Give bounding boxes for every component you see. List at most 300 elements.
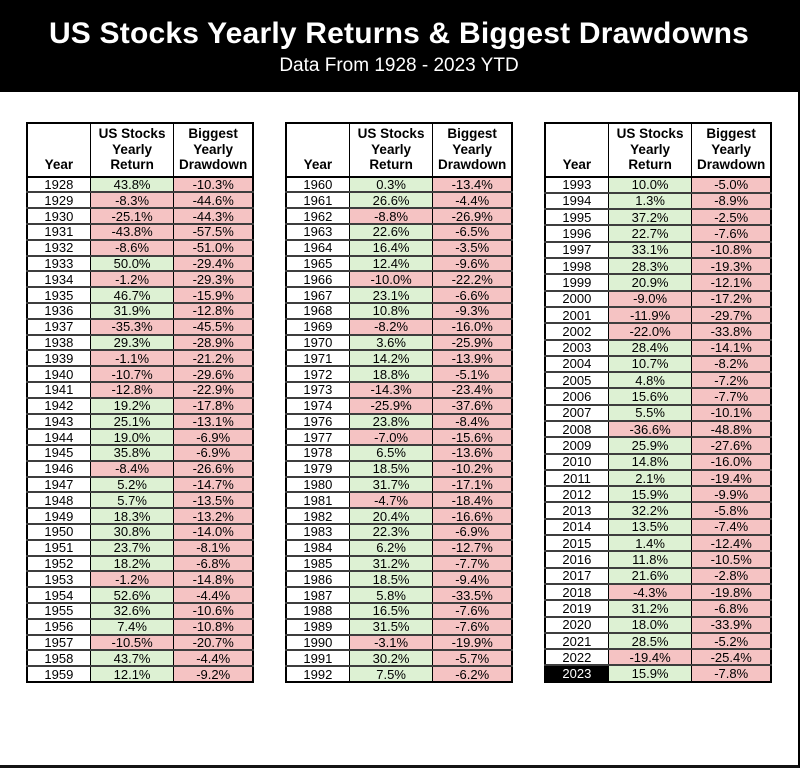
return-cell: -10.0% [349,271,433,287]
table-row [545,242,771,258]
year-cell: 1957 [27,635,90,651]
year-cell: 1928 [27,177,90,193]
year-cell: 1981 [286,492,349,508]
year-cell: 2007 [545,405,608,421]
drawdown-cell: -7.2% [692,372,771,388]
table-row [545,291,771,307]
year-cell: 1939 [27,350,90,366]
return-column-header: US Stocks Yearly Return [349,123,433,177]
year-cell: 1949 [27,508,90,524]
table-row [27,492,253,508]
year-cell: 1961 [286,192,349,208]
drawdown-cell: -48.8% [692,421,771,437]
return-cell: 1.4% [608,535,692,551]
table-row [286,271,512,287]
year-cell: 1996 [545,225,608,241]
table-row [286,335,512,351]
table-header [545,123,771,177]
return-cell: 23.7% [90,540,174,556]
year-cell: 2008 [545,421,608,437]
return-cell: 5.2% [90,477,174,493]
year-cell: 1984 [286,540,349,556]
drawdown-cell: -17.2% [692,291,771,307]
year-cell: 1979 [286,461,349,477]
return-cell: 23.1% [349,287,433,303]
return-cell: 31.5% [349,619,433,635]
year-cell: 1938 [27,335,90,351]
drawdown-cell: -6.6% [433,287,512,303]
table-row [286,635,512,651]
return-cell: 30.2% [349,650,433,666]
year-cell: 1931 [27,224,90,240]
table-row [286,540,512,556]
year-cell: 1955 [27,603,90,619]
table-row [545,665,771,682]
return-cell: 31.9% [90,303,174,319]
return-cell: -14.3% [349,382,433,398]
year-cell: 1956 [27,619,90,635]
return-cell: 28.4% [608,340,692,356]
return-cell: 28.3% [608,258,692,274]
return-column-header: US Stocks Yearly Return [90,123,174,177]
table-row [27,271,253,287]
year-cell: 1962 [286,208,349,224]
year-cell: 2016 [545,551,608,567]
drawdown-cell: -10.2% [433,461,512,477]
year-cell: 1986 [286,571,349,587]
return-cell: 46.7% [90,287,174,303]
table-row [286,287,512,303]
return-cell: 13.5% [608,519,692,535]
return-cell: -8.6% [90,240,174,256]
table-row [27,571,253,587]
year-cell: 2003 [545,340,608,356]
table-body-3 [545,177,771,683]
drawdown-cell: -13.1% [174,414,253,430]
year-cell: 1967 [286,287,349,303]
table-row [545,405,771,421]
return-cell: 4.8% [608,372,692,388]
drawdown-cell: -29.6% [174,366,253,382]
year-cell: 2019 [545,600,608,616]
drawdown-cell: -13.4% [433,177,512,193]
return-cell: 25.1% [90,414,174,430]
table-row [286,556,512,572]
return-cell: -11.9% [608,307,692,323]
table-row [545,535,771,551]
year-cell: 1951 [27,540,90,556]
table-row [27,224,253,240]
drawdown-cell: -33.8% [692,323,771,339]
year-cell: 1929 [27,192,90,208]
drawdown-cell: -44.6% [174,192,253,208]
year-cell: 1947 [27,477,90,493]
drawdown-cell: -29.3% [174,271,253,287]
table-row [545,617,771,633]
table-row [27,635,253,651]
table-row [27,240,253,256]
return-cell: 37.2% [608,209,692,225]
drawdown-cell: -22.9% [174,382,253,398]
table-row [27,319,253,335]
table-row [286,524,512,540]
drawdown-cell: -25.4% [692,649,771,665]
year-cell: 2015 [545,535,608,551]
drawdown-cell: -13.9% [433,350,512,366]
drawdown-cell: -51.0% [174,240,253,256]
return-cell: 14.2% [349,350,433,366]
year-column-header: Year [286,123,349,177]
table-row [286,177,512,193]
year-cell: 1988 [286,603,349,619]
return-cell: -8.2% [349,319,433,335]
drawdown-cell: -27.6% [692,437,771,453]
table-row [27,208,253,224]
year-cell: 2021 [545,633,608,649]
return-cell: 32.2% [608,502,692,518]
year-cell: 1959 [27,666,90,682]
drawdown-cell: -5.0% [692,177,771,193]
drawdown-cell: -17.1% [433,477,512,493]
header-row [545,123,771,177]
return-cell: 0.3% [349,177,433,193]
drawdown-column-header: Biggest Yearly Drawdown [692,123,771,177]
table-row [545,600,771,616]
return-cell: 18.8% [349,366,433,382]
drawdown-column-header: Biggest Yearly Drawdown [174,123,253,177]
year-cell: 1991 [286,650,349,666]
drawdown-cell: -29.7% [692,307,771,323]
year-cell: 1997 [545,242,608,258]
table-row [545,519,771,535]
return-cell: 12.4% [349,256,433,272]
table-row [27,603,253,619]
table-row [27,524,253,540]
year-cell: 2013 [545,502,608,518]
table-row [286,587,512,603]
year-cell: 1969 [286,319,349,335]
drawdown-cell: -9.9% [692,486,771,502]
drawdown-cell: -23.4% [433,382,512,398]
table-header [27,123,253,177]
drawdown-cell: -12.7% [433,540,512,556]
table-row [286,208,512,224]
drawdown-cell: -7.4% [692,519,771,535]
year-cell: 2014 [545,519,608,535]
drawdown-cell: -7.6% [433,619,512,635]
table-row [27,350,253,366]
drawdown-cell: -37.6% [433,398,512,414]
return-cell: -36.6% [608,421,692,437]
year-cell: 1941 [27,382,90,398]
table-row [27,461,253,477]
drawdown-cell: -44.3% [174,208,253,224]
year-cell: 1945 [27,445,90,461]
return-cell: 7.5% [349,666,433,682]
drawdown-cell: -45.5% [174,319,253,335]
return-cell: 1.3% [608,193,692,209]
table-row [27,666,253,682]
return-cell: 12.1% [90,666,174,682]
table-row [27,619,253,635]
drawdown-cell: -14.7% [174,477,253,493]
return-cell: 33.1% [608,242,692,258]
year-cell: 1933 [27,256,90,272]
return-cell: 18.5% [349,461,433,477]
return-cell: 43.8% [90,177,174,193]
drawdown-column-header: Biggest Yearly Drawdown [433,123,512,177]
return-cell: 20.9% [608,274,692,290]
table-row [545,502,771,518]
table-body-1 [27,177,253,683]
drawdown-cell: -17.8% [174,398,253,414]
table-row [545,323,771,339]
drawdown-cell: -6.8% [174,556,253,572]
table-row [27,508,253,524]
year-cell: 1968 [286,303,349,319]
drawdown-cell: -5.7% [433,650,512,666]
return-cell: -25.1% [90,208,174,224]
table-row [286,461,512,477]
return-cell: -35.3% [90,319,174,335]
drawdown-cell: -26.6% [174,461,253,477]
table-row [27,650,253,666]
title-banner [0,0,798,92]
year-cell: 1976 [286,414,349,430]
year-cell: 1960 [286,177,349,193]
table-row [286,414,512,430]
year-column-header: Year [545,123,608,177]
return-cell: 6.2% [349,540,433,556]
drawdown-cell: -9.3% [433,303,512,319]
year-cell: 2012 [545,486,608,502]
drawdown-cell: -6.5% [433,224,512,240]
drawdown-cell: -21.2% [174,350,253,366]
return-cell: 26.6% [349,192,433,208]
table-row [286,192,512,208]
year-cell: 1989 [286,619,349,635]
return-cell: 10.0% [608,177,692,193]
return-cell: -25.9% [349,398,433,414]
drawdown-cell: -13.5% [174,492,253,508]
table-row [286,508,512,524]
year-cell: 1980 [286,477,349,493]
table-row [286,619,512,635]
drawdown-cell: -8.9% [692,193,771,209]
return-cell: 43.7% [90,650,174,666]
year-cell: 1930 [27,208,90,224]
return-cell: 2.1% [608,470,692,486]
return-cell: 23.8% [349,414,433,430]
drawdown-cell: -14.1% [692,340,771,356]
drawdown-cell: -12.8% [174,303,253,319]
return-cell: 15.9% [608,486,692,502]
table-row [545,568,771,584]
header-row [27,123,253,177]
year-cell: 2005 [545,372,608,388]
drawdown-cell: -16.6% [433,508,512,524]
return-cell: 20.4% [349,508,433,524]
table-row [27,335,253,351]
table-row [27,429,253,445]
return-cell: -8.3% [90,192,174,208]
table-row [545,584,771,600]
drawdown-cell: -12.1% [692,274,771,290]
year-cell: 1944 [27,429,90,445]
drawdown-cell: -4.4% [174,650,253,666]
year-cell: 2000 [545,291,608,307]
drawdown-cell: -8.4% [433,414,512,430]
drawdown-cell: -14.8% [174,571,253,587]
year-cell: 1971 [286,350,349,366]
year-cell: 1950 [27,524,90,540]
drawdown-cell: -10.8% [692,242,771,258]
table-body-2 [286,177,512,683]
table-row [27,287,253,303]
table-row [545,209,771,225]
drawdown-cell: -6.9% [174,445,253,461]
table-row [286,256,512,272]
drawdown-cell: -5.1% [433,366,512,382]
year-cell: 1992 [286,666,349,682]
year-cell: 1964 [286,240,349,256]
drawdown-cell: -16.0% [433,319,512,335]
year-column-header: Year [27,123,90,177]
year-cell: 1973 [286,382,349,398]
year-cell: 2023 [545,665,608,682]
drawdown-cell: -9.6% [433,256,512,272]
table-row [545,356,771,372]
table-row [27,398,253,414]
year-cell: 1970 [286,335,349,351]
year-cell: 1958 [27,650,90,666]
year-cell: 1934 [27,271,90,287]
drawdown-cell: -15.6% [433,429,512,445]
return-cell: -9.0% [608,291,692,307]
return-cell: -43.8% [90,224,174,240]
drawdown-cell: -2.5% [692,209,771,225]
table-row [27,477,253,493]
drawdown-cell: -13.6% [433,445,512,461]
table-row [545,388,771,404]
drawdown-cell: -20.7% [174,635,253,651]
drawdown-cell: -5.8% [692,502,771,518]
tables-container [0,122,798,683]
year-cell: 1982 [286,508,349,524]
table-row [27,540,253,556]
table-row [545,258,771,274]
table-row [545,421,771,437]
return-cell: 14.8% [608,454,692,470]
return-cell: 18.0% [608,617,692,633]
year-cell: 1993 [545,177,608,193]
year-cell: 1952 [27,556,90,572]
return-cell: 11.8% [608,551,692,567]
table-row [545,470,771,486]
returns-table-1928-1959 [26,122,254,683]
year-cell: 1963 [286,224,349,240]
return-cell: -22.0% [608,323,692,339]
return-cell: 7.4% [90,619,174,635]
table-row [286,224,512,240]
drawdown-cell: -5.2% [692,633,771,649]
year-cell: 1977 [286,429,349,445]
drawdown-cell: -6.9% [433,524,512,540]
table-row [27,587,253,603]
drawdown-cell: -14.0% [174,524,253,540]
drawdown-cell: -9.4% [433,571,512,587]
year-cell: 1937 [27,319,90,335]
table-row [27,382,253,398]
return-cell: 32.6% [90,603,174,619]
year-cell: 1948 [27,492,90,508]
return-cell: 50.0% [90,256,174,272]
drawdown-cell: -6.9% [174,429,253,445]
table-row [27,303,253,319]
return-cell: 5.7% [90,492,174,508]
return-cell: 35.8% [90,445,174,461]
return-cell: 22.7% [608,225,692,241]
table-row [545,551,771,567]
year-cell: 1935 [27,287,90,303]
drawdown-cell: -8.1% [174,540,253,556]
table-header [286,123,512,177]
drawdown-cell: -7.7% [692,388,771,404]
drawdown-cell: -12.4% [692,535,771,551]
return-cell: 22.3% [349,524,433,540]
drawdown-cell: -4.4% [174,587,253,603]
drawdown-cell: -25.9% [433,335,512,351]
table-row [545,372,771,388]
year-cell: 2002 [545,323,608,339]
return-cell: 18.2% [90,556,174,572]
table-row [286,350,512,366]
drawdown-cell: -4.4% [433,192,512,208]
year-cell: 1942 [27,398,90,414]
table-row [545,307,771,323]
year-cell: 2022 [545,649,608,665]
table-row [27,445,253,461]
return-cell: -19.4% [608,649,692,665]
year-cell: 1974 [286,398,349,414]
drawdown-cell: -28.9% [174,335,253,351]
return-cell: -10.5% [90,635,174,651]
table-row [27,556,253,572]
table-row [286,303,512,319]
return-cell: 6.5% [349,445,433,461]
return-cell: 21.6% [608,568,692,584]
table-row [545,486,771,502]
drawdown-cell: -33.9% [692,617,771,633]
return-cell: 22.6% [349,224,433,240]
return-cell: 5.8% [349,587,433,603]
drawdown-cell: -26.9% [433,208,512,224]
return-cell: 18.3% [90,508,174,524]
table-row [286,240,512,256]
return-cell: 10.8% [349,303,433,319]
drawdown-cell: -10.3% [174,177,253,193]
returns-table-1960-1992 [285,122,513,683]
table-row [286,398,512,414]
year-cell: 1990 [286,635,349,651]
table-row [27,366,253,382]
table-row [286,571,512,587]
page-title: US Stocks Yearly Returns & Biggest Drawdowns [48,17,750,50]
return-cell: 31.2% [608,600,692,616]
return-cell: 30.8% [90,524,174,540]
drawdown-cell: -15.9% [174,287,253,303]
table-row [545,225,771,241]
